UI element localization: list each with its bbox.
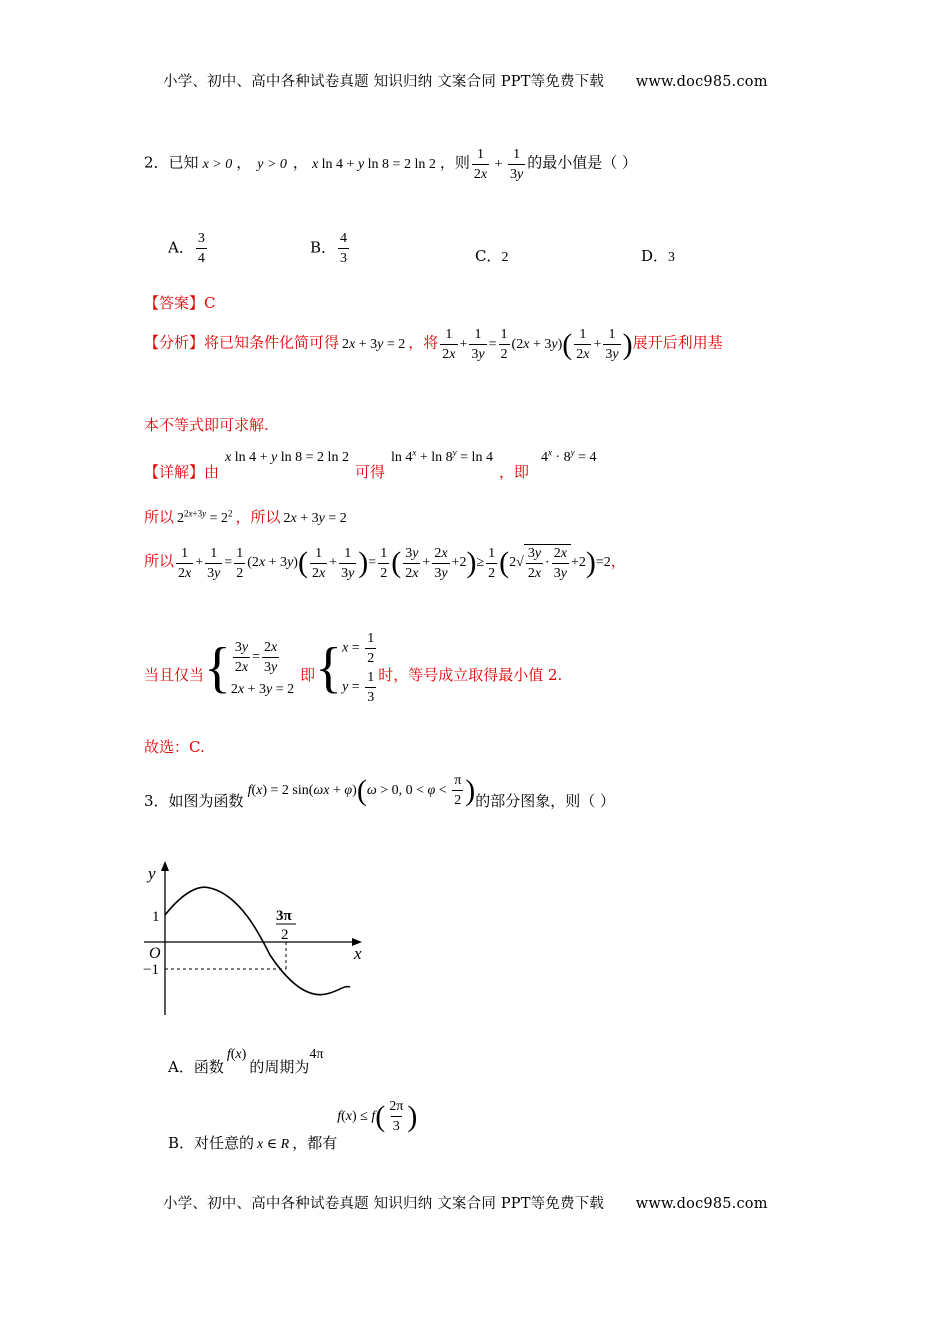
- tick-x-den: 2: [281, 927, 289, 943]
- tick-1: 1: [152, 909, 160, 925]
- q2-option-a[interactable]: A． $\frac{3}{4}$: [168, 231, 205, 266]
- q3-stem: 3．如图为函数f(x) = 2 sin(ωx + φ)(ω > 0, 0 < φ < $\frac{\pi}{2}$ )的部分图象，则（ ）: [144, 773, 616, 810]
- q2-stem: 2．已知 x > 0 ， y > 0 ， x ln 4 + y ln 8 = 2 ln 2 ，则 $\frac{1}{2x}$ + $\frac{1}{3y}$ 的最小值是（ ）: [144, 147, 637, 182]
- q2-analysis: 【分析】将已知条件化简可得 2x + 3y = 2 ，将 $\frac{1}{2x}$ + $\frac{1}{3y}$ = $\frac{1}{2}$ (2x + 3y)( $\frac{1}{2x}$ + $\frac{1}{3y}$ )展开后利用基: [144, 327, 723, 362]
- origin-label: O: [149, 945, 161, 962]
- footer-url[interactable]: www.doc985.com: [635, 1196, 768, 1212]
- tick-minus-1: −1: [143, 962, 159, 978]
- q2-target-expr: $\frac{1}{2x}$ + $\frac{1}{3y}$: [473, 147, 524, 182]
- q2-choose: 故选：C.: [144, 738, 205, 756]
- sine-curve: [165, 887, 350, 994]
- page-header: [163, 70, 768, 91]
- q3-option-b[interactable]: B．对任意的 x ∈ R ，都有f(x) ≤ f( $\frac{2\pi}{3}$ ): [168, 1099, 418, 1152]
- q2-prefix: 已知: [168, 153, 199, 172]
- inequality-chain: $\frac{1}{2x}$ + $\frac{1}{3y}$ = $\frac{1}{2}$ (2x + 3y)( $\frac{1}{2x}$ + $\frac{1}{3y}$ )= $\frac{1}{2}$ ( $\frac{3y}{2x}$ + $\frac{2x}{3y}$ +2)≥ $\frac{1}{2}$ (2√ $\frac{3y}{2x}$ · $\frac{2x}{3y}$ +2)=2: [178, 545, 611, 581]
- q3-option-a[interactable]: A．函数f(x)的周期为4π: [168, 1047, 324, 1076]
- q2-answer: 【答案】C: [144, 294, 216, 312]
- q2-option-d[interactable]: D．3: [641, 247, 676, 265]
- q2-detail: 【详解】由x ln 4 + y ln 8 = 2 ln 2可得$\ln 4^x + \ln 8^y = \ln 4$，即$4^x \cdot 8^y = 4$: [144, 447, 597, 481]
- header-url[interactable]: www.doc985.com: [635, 74, 768, 90]
- q2-option-c[interactable]: C．2: [475, 247, 509, 265]
- q3-graph: [130, 855, 370, 1025]
- page-footer: [163, 1192, 768, 1213]
- tick-x-num: 3π: [276, 908, 292, 924]
- x-label: x: [354, 944, 362, 963]
- q2-equality-cond: 当且仅当 { $\frac{3y}{2x}$ = $\frac{2x}{3y}$ 2x + 3y = 2 即 { x = $\frac{1}{2}$ y = $\frac{1}{3}$ 时，等号成立取得最小值 2.: [144, 631, 563, 705]
- footer-text: 小学、初中、高中各种试卷真题 知识归纳 文案合同 PPT等免费下载: [163, 1196, 605, 1212]
- y-axis-arrow: [161, 861, 169, 871]
- y-label: y: [148, 864, 156, 883]
- header-text: 小学、初中、高中各种试卷真题 知识归纳 文案合同 PPT等免费下载: [163, 74, 605, 90]
- q2-number: 2．: [144, 153, 169, 172]
- q2-option-b[interactable]: B． $\frac{4}{3}$: [310, 231, 348, 266]
- q2-suffix: 的最小值是（ ）: [527, 153, 637, 172]
- analysis-expr: $\frac{1}{2x}$ + $\frac{1}{3y}$ = $\frac{1}{2}$ (2x + 3y)( $\frac{1}{2x}$ + $\frac{1}{3y}$ ): [442, 327, 633, 362]
- q2-analysis-cont: 本不等式即可求解.: [144, 416, 269, 434]
- q2-so-line-1: 所以 $2^{2x+3y} = 2^2$ ，所以 2x + 3y = 2: [144, 508, 347, 526]
- q2-so-line-2: 所以 $\frac{1}{2x}$ + $\frac{1}{3y}$ = $\frac{1}{2}$ (2x + 3y)( $\frac{1}{2x}$ + $\frac{1}{3y}$ )= $\frac{1}{2}$ ( $\frac{3y}{2x}$ + $\frac{2x}{3y}$ +2)≥ $\frac{1}{2}$ (2√ $\frac{3y}{2x}$ · $\frac{2x}{3y}$ +2)=2，: [144, 545, 626, 581]
